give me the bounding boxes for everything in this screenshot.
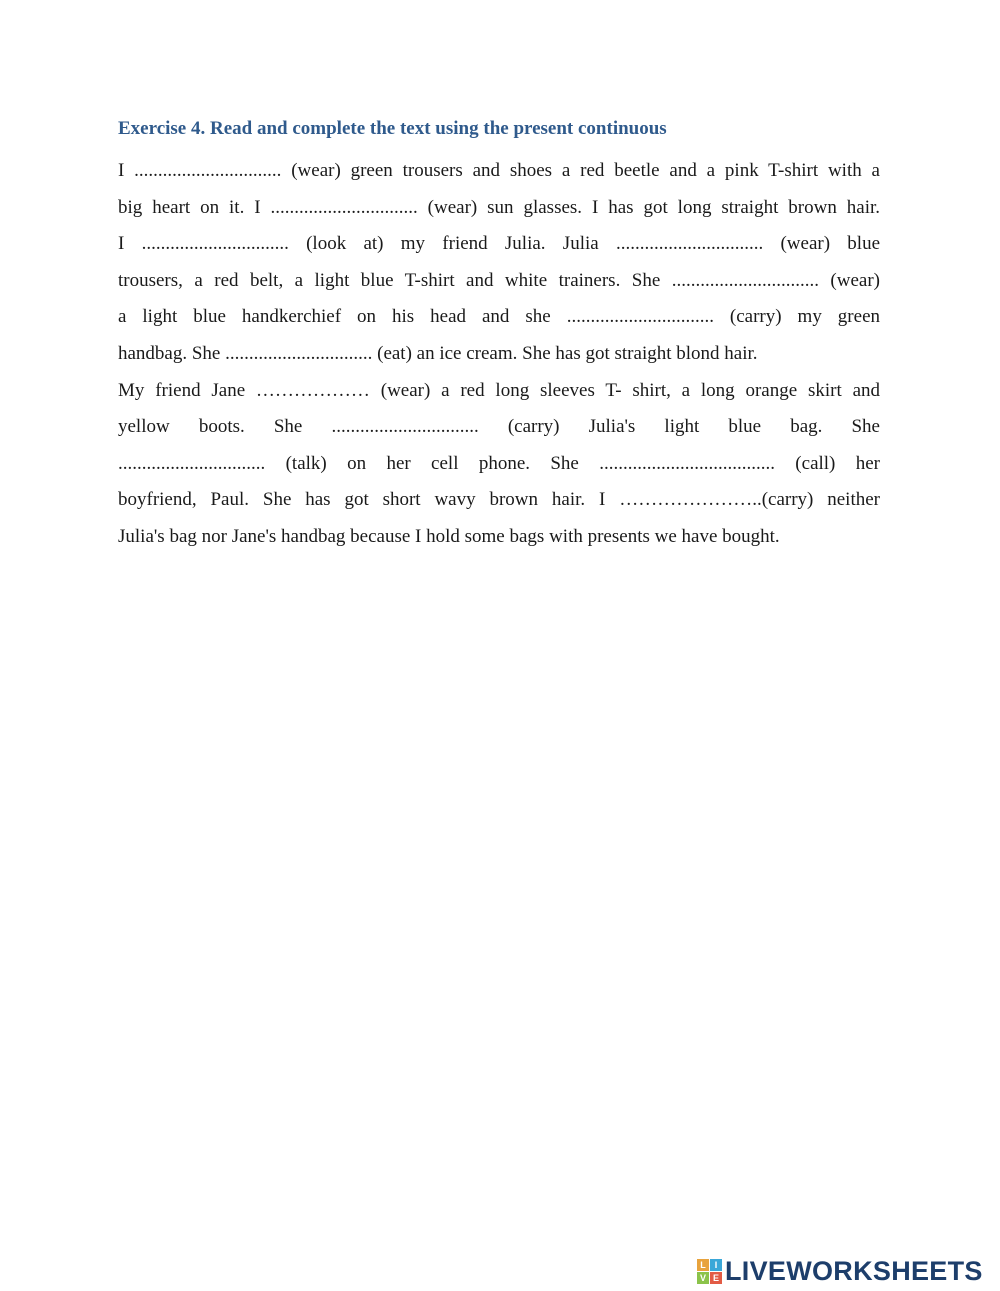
text-line-2: big heart on it. I ............................... (wear) sun glasses. I has got long straight brown hair. [118, 196, 880, 218]
exercise-title: Exercise 4. Read and complete the text using the present continuous [118, 118, 667, 139]
worksheet [118, 112, 880, 556]
liveworksheets-logo [697, 1255, 983, 1287]
logo-block-v: V [697, 1272, 709, 1284]
text-line-11: Julia's bag nor Jane's handbag because I hold some bags with presents we have bought. [118, 525, 780, 547]
text-line-9: ............................... (talk) on her cell phone. She ..................................... (call) her [118, 452, 880, 474]
text-line-8: yellow boots. She ............................... (carry) Julia's light blue bag. She [118, 416, 880, 438]
logo-block-l: L [697, 1259, 709, 1271]
text-line-10: boyfriend, Paul. She has got short wavy brown hair. I …………………..(carry) neither [118, 489, 880, 511]
text-line-4: trousers, a red belt, a light blue T-shirt and white trainers. She ............................... (wear) [118, 269, 880, 291]
text-line-6: handbag. She ............................... (eat) an ice cream. She has got straight blond hair. [118, 342, 758, 364]
logo-blocks-icon [697, 1259, 722, 1284]
text-line-3: I ............................... (look at) my friend Julia. Julia ............................... (wear) blue [118, 233, 880, 255]
logo-block-i: I [710, 1259, 722, 1271]
text-line-5: a light blue handkerchief on his head and she ............................... (carry) my green [118, 306, 880, 328]
text-line-7: My friend Jane ……………… (wear) a red long sleeves T- shirt, a long orange skirt and [118, 379, 880, 401]
logo-text: LIVEWORKSHEETS [725, 1255, 983, 1286]
logo-block-e: E [710, 1272, 722, 1284]
text-line-1: I ............................... (wear) green trousers and shoes a red beetle and a pink T-shirt with a [118, 160, 880, 181]
